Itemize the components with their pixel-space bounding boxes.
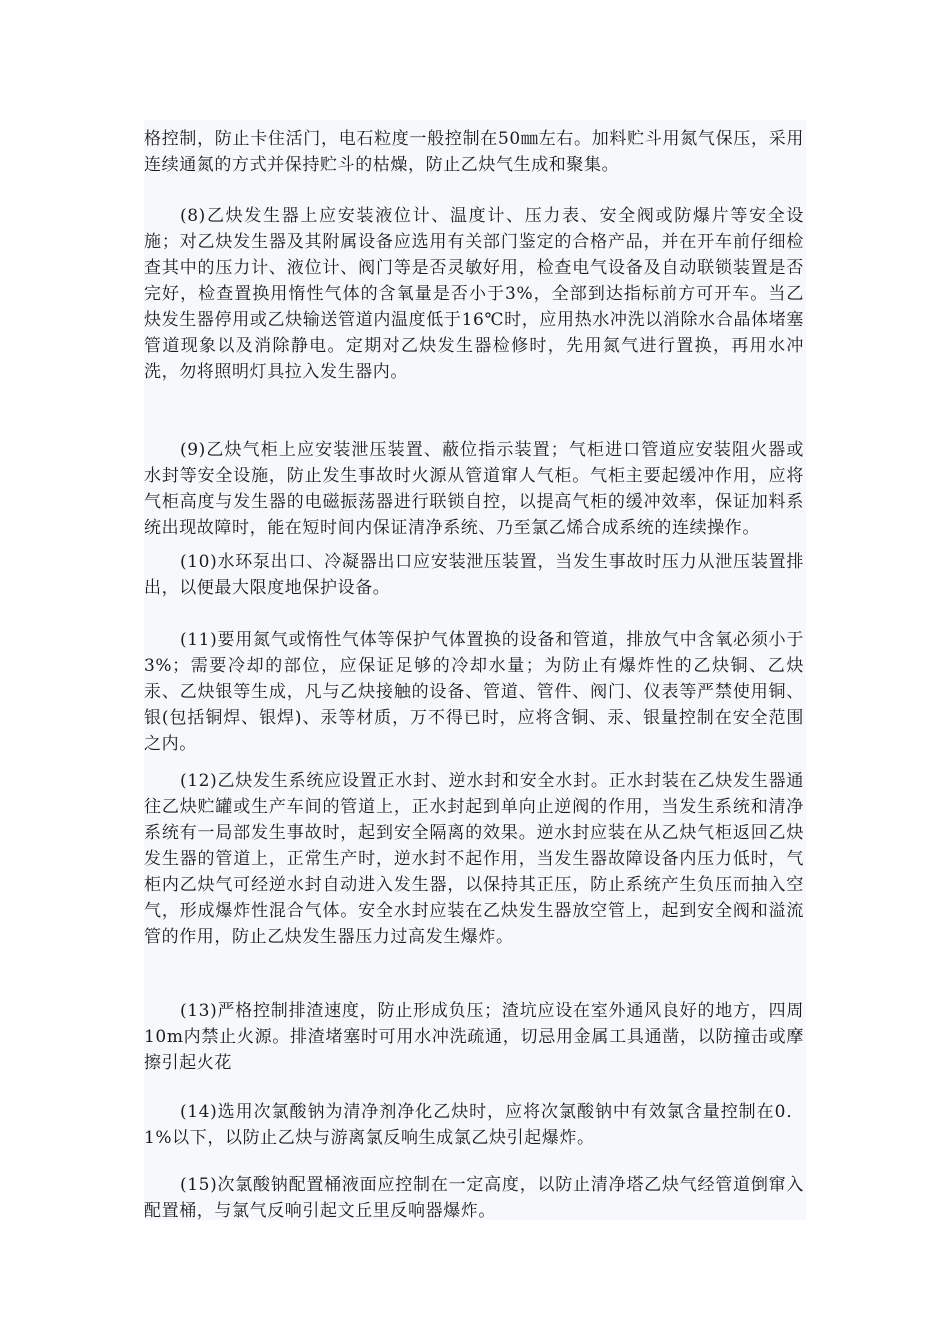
paragraph-13: (13)严格控制排渣速度，防止形成负压；渣坑应设在室外通风良好的地方，四周10m内禁止火源。排渣堵塞时可用水冲洗疏通，切忌用金属工具通凿，以防撞击或摩擦引起火花 [144,1001,804,1073]
paragraph-14: (14)选用次氯酸钠为清净剂净化乙炔时，应将次氯酸钠中有效氯含量控制在0．1%以下，以防止乙炔与游离氯反响生成氯乙炔引起爆炸。 [144,1102,804,1148]
paragraph-8: (8)乙炔发生器上应安装液位计、温度计、压力表、安全阀或防爆片等安全设施；对乙炔发生器及其附属设备应选用有关部门鉴定的合格产品，并在开车前仔细检查其中的压力计、液位计、阀门等是否灵敏好用，检查电气设备及自动联锁装置是否完好，检查置换用惰性气体的含氧量是否小于3%，全部到达指标前方可开车。当乙炔发生器停用或乙炔输送管道内温度低于16℃时，应用热水冲洗以消除水合晶体堵塞管道现象以及消除静电。定期对乙炔发生器检修时，先用氮气进行置换，再用水冲洗，勿将照明灯具拉入发生器内。 [144,206,804,382]
paragraph-9: (9)乙炔气柜上应安装泄压装置、蔽位指示装置；气柜进口管道应安装阻火器或水封等安全设施，防止发生事故时火源从管道窜人气柜。气柜主要起缓冲作用，应将气柜高度与发生器的电磁振荡器进行联锁自控，以提高气柜的缓冲效率，保证加料系统出现故障时，能在短时间内保证清净系统、乃至氯乙烯合成系统的连续操作。 [144,440,804,538]
paragraph-10: (10)水环泵出口、冷凝器出口应安装泄压装置，当发生事故时压力从泄压装置排出，以便最大限度地保护设备。 [144,552,804,598]
paragraph-15: (15)次氯酸钠配置桶液面应控制在一定高度，以防止清净塔乙炔气经管道倒窜入配置桶，与氯气反响引起文丘里反响器爆炸。 [144,1175,804,1221]
paragraph-11: (11)要用氮气或惰性气体等保护气体置换的设备和管道，排放气中含氧必须小于3%；需要冷却的部位，应保证足够的冷却水量；为防止有爆炸性的乙炔铜、乙炔汞、乙炔银等生成，凡与乙炔接触的设备、管道、管件、阀门、仪表等严禁使用铜、银(包括铜焊、银焊)、汞等材质，万不得已时，应将含铜、汞、银量控制在安全范围之内。 [144,630,804,754]
paragraph-7-continued: 格控制，防止卡住活门，电石粒度一般控制在50㎜左右。加料贮斗用氮气保压，采用连续通氮的方式并保持贮斗的枯燥，防止乙炔气生成和聚集。 [144,129,804,175]
paragraph-12: (12)乙炔发生系统应设置正水封、逆水封和安全水封。正水封装在乙炔发生器通往乙炔贮罐或生产车间的管道上，正水封起到单向止逆阀的作用，当发生系统和清净系统有一局部发生事故时，起到安全隔离的效果。逆水封应装在从乙炔气柜返回乙炔发生器的管道上，正常生产时，逆水封不起作用，当发生器故障设备内压力低时，气柜内乙炔气可经逆水封自动进入发生器，以保持其正压，防止系统产生负压而抽入空气，形成爆炸性混合气体。安全水封应装在乙炔发生器放空管上，起到安全阀和溢流管的作用，防止乙炔发生器压力过高发生爆炸。 [144,771,804,947]
